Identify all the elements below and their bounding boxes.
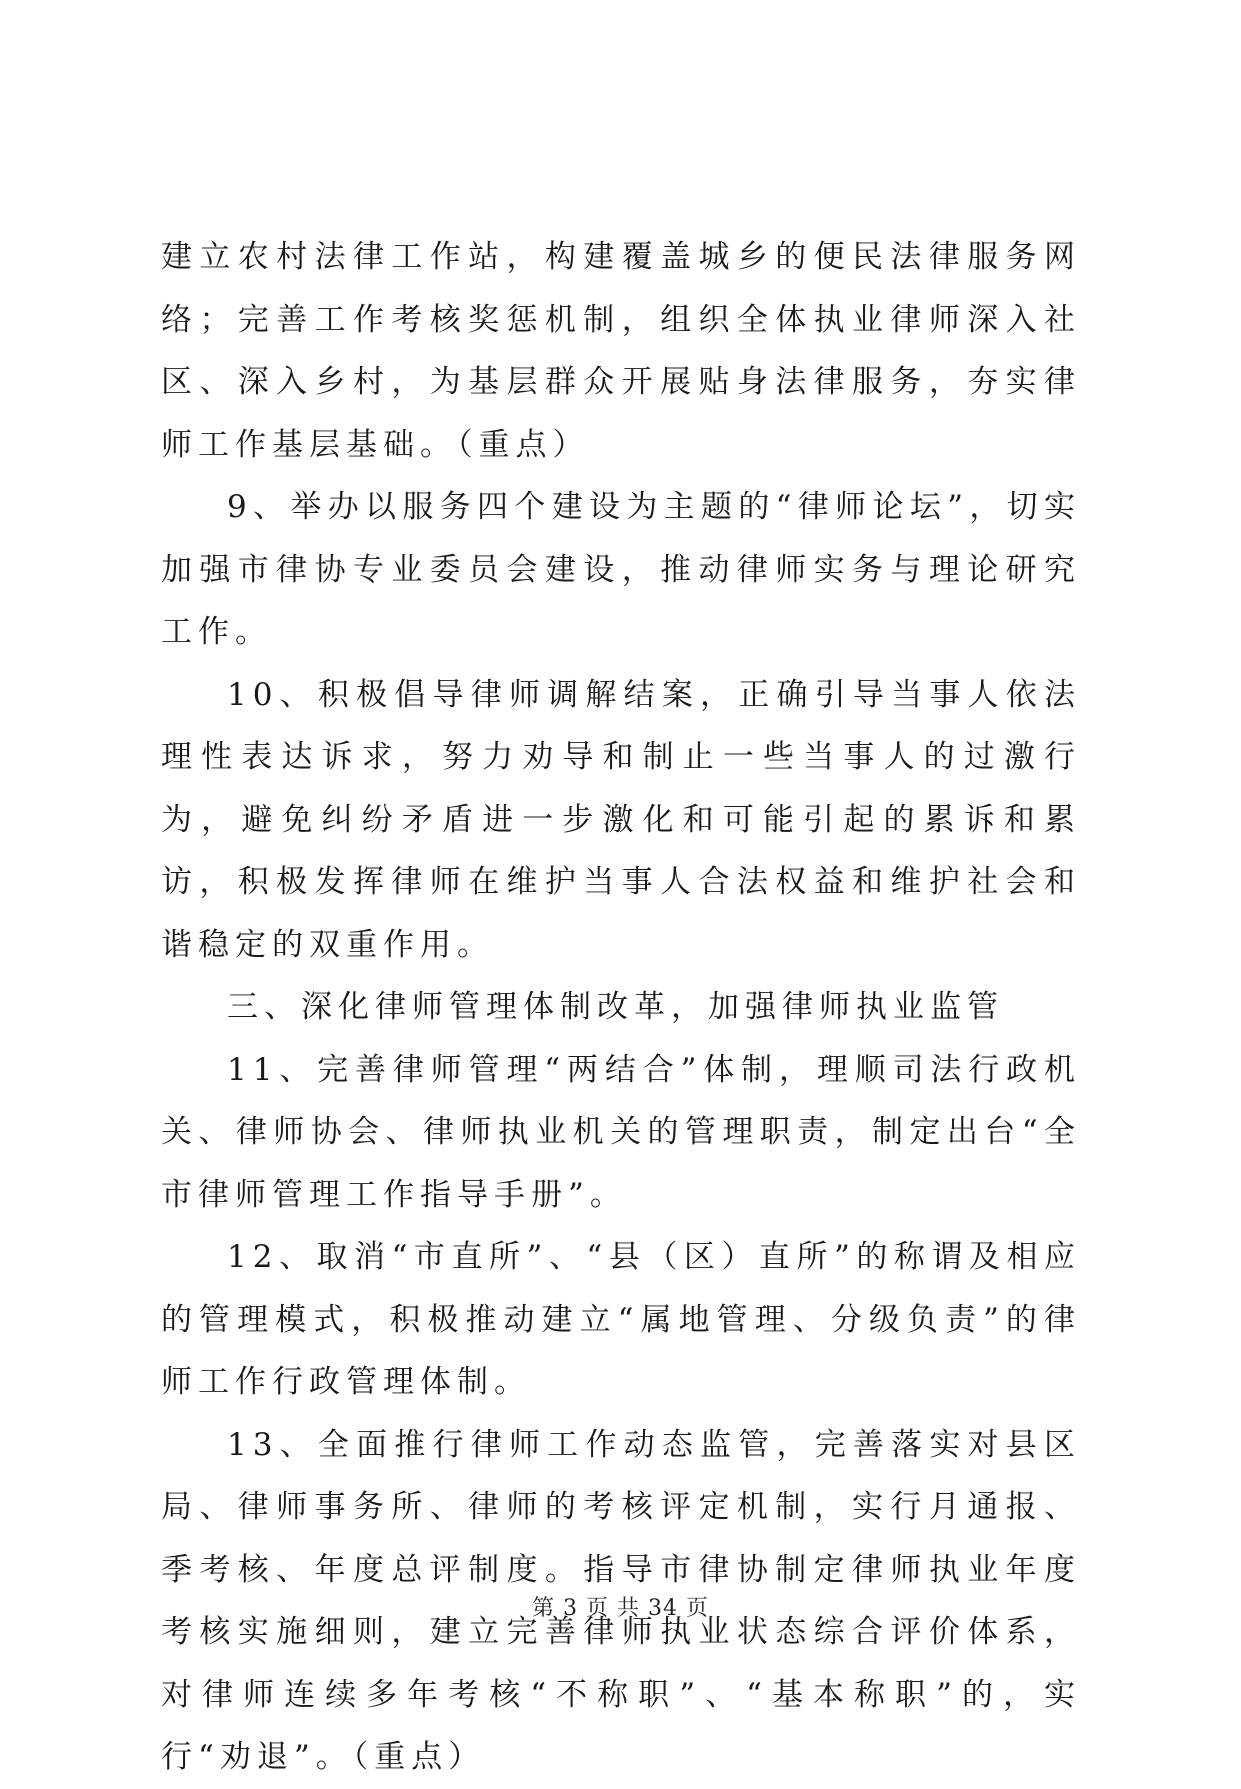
paragraph-item-12: 12、取消“市直所”、“县（区）直所”的称谓及相应的管理模式，积极推动建立“属地管理、分级负责”的律师工作行政管理体制。 (161, 1239, 1081, 1400)
document-body (161, 226, 1081, 1789)
paragraph-item-11: 11、完善律师管理“两结合”体制，理顺司法行政机关、律师协会、律师执业机关的管理职责，制定出台“全市律师管理工作指导手册”。 (161, 1051, 1081, 1213)
paragraph-item-9: 9、举办以服务四个建设为主题的“律师论坛”，切实加强市律协专业委员会建设，推动律师实务与理论研究工作。 (161, 489, 1081, 650)
section-heading-3: 三、深化律师管理体制改革，加强律师执业监管 (227, 989, 1004, 1025)
page-number-footer: 第 3 页 共 34 页 (532, 1596, 709, 1621)
paragraph-item-13: 13、全面推行律师工作动态监管，完善落实对县区局、律师事务所、律师的考核评定机制，实行月通报、季考核、年度总评制度。指导市律协制定律师执业年度考核实施细则，建立完善律师执业状态综合评价体系，对律师连续多年考核“不称职”、“基本称职”的，实行“劝退”。（重点） (161, 1426, 1081, 1775)
paragraph-item-10: 10、积极倡导律师调解结案，正确引导当事人依法理性表达诉求，努力劝导和制止一些当事人的过激行为，避免纠纷矛盾进一步激化和可能引起的累诉和累访，积极发挥律师在维护当事人合法权益和维护社会和谐稳定的双重作用。 (161, 676, 1081, 963)
paragraph-continuation: 建立农村法律工作站，构建覆盖城乡的便民法律服务网络；完善工作考核奖惩机制，组织全体执业律师深入社区、深入乡村，为基层群众开展贴身法律服务，夯实律师工作基层基础。（重点） (161, 239, 1081, 463)
